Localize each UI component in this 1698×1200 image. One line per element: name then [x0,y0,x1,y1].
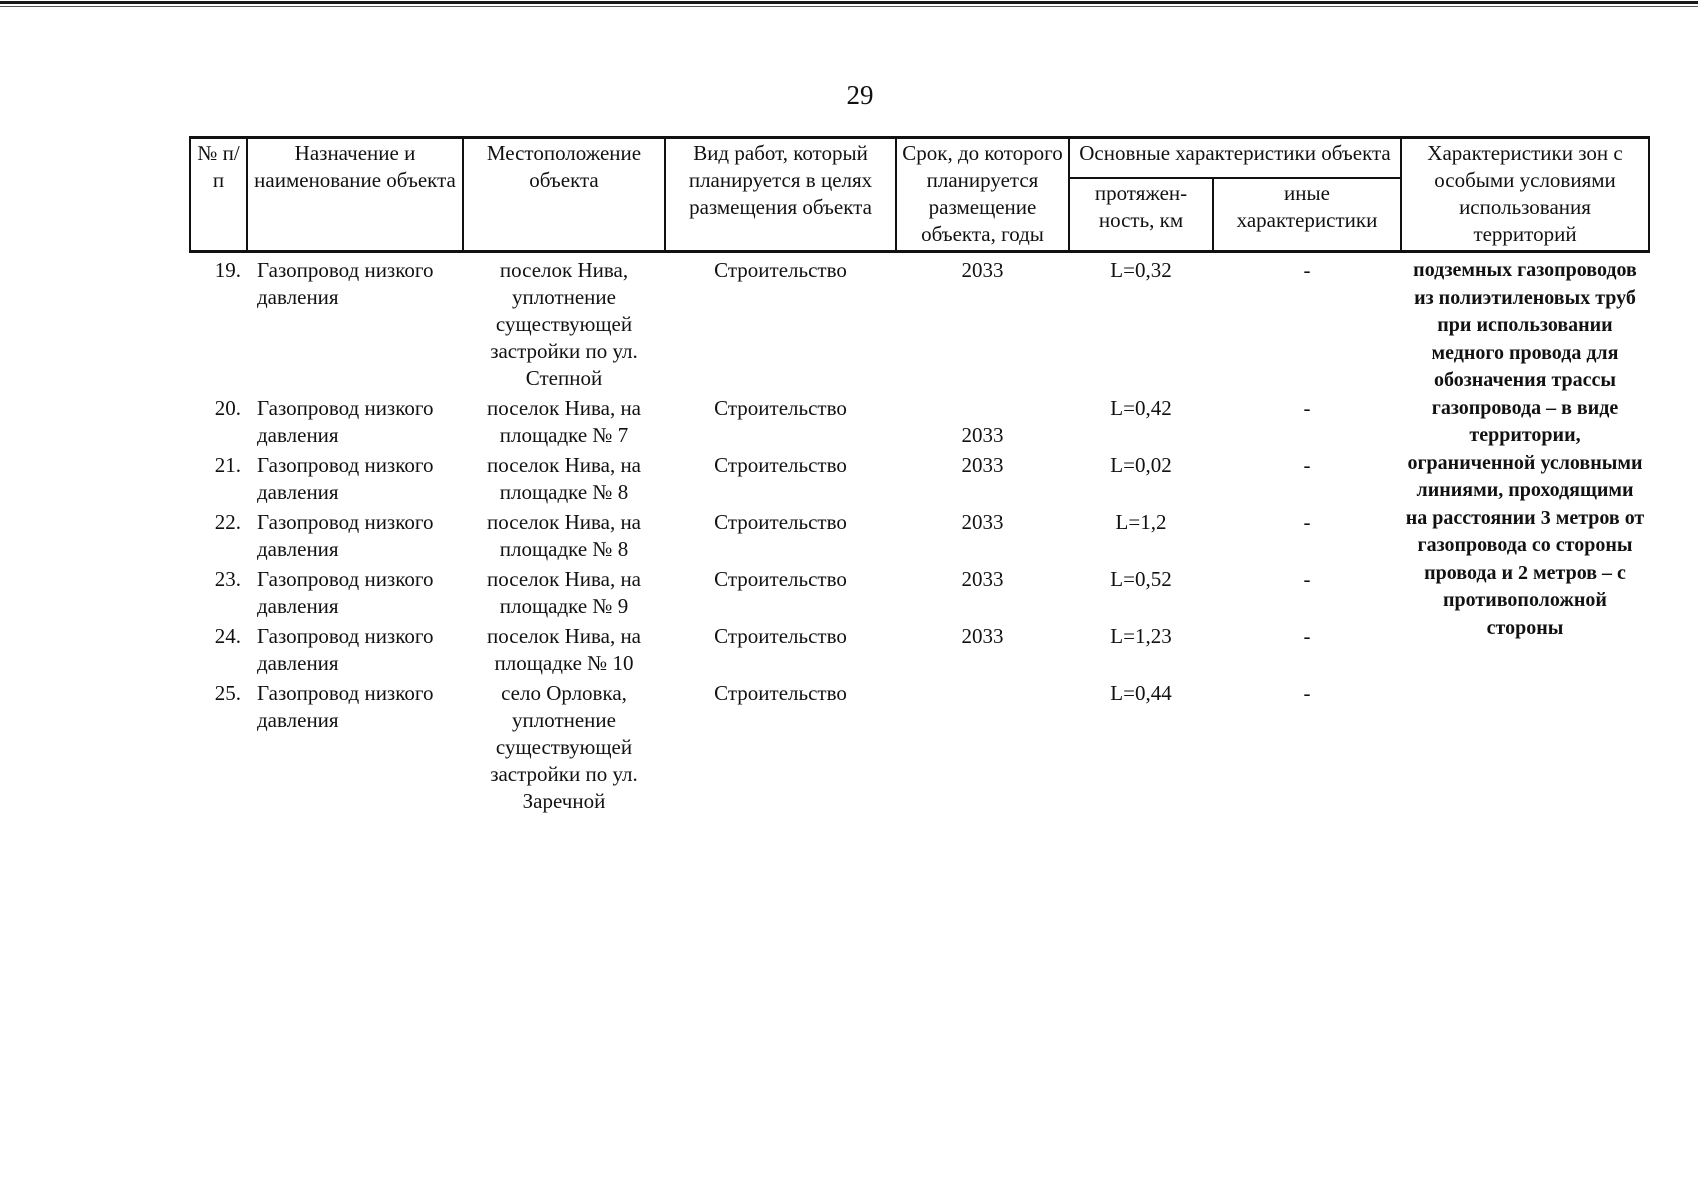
row-name: Газопровод низкого давления [257,624,434,675]
row-other: - [1303,510,1311,534]
header-num: № п/п [190,138,247,252]
row-num: 22. [214,510,241,534]
row-length: L=0,32 [1110,258,1172,282]
row-work: Строительство [714,681,847,705]
row-length: L=0,44 [1110,681,1172,705]
row-num: 20. [214,396,241,420]
row-other: - [1303,624,1311,648]
row-work: Строительство [714,510,847,534]
page-number: 29 [846,80,874,110]
row-location: поселок Нива, на площадке № 8 [486,510,641,561]
row-length: L=0,42 [1110,396,1172,420]
header-location: Местоположение объекта [463,138,665,252]
top-border-line [0,1,1698,4]
row-location: поселок Нива, на площадке № 7 [486,396,641,447]
row-other: - [1303,396,1311,420]
row-name: Газопровод низкого давления [257,453,434,504]
row-work: Строительство [714,567,847,591]
row-year [896,680,1069,818]
row-num: 21. [214,453,241,477]
header-name: Назначение и наименование объекта [247,138,463,252]
row-year: 2033 [961,567,1004,591]
row-year: 2033 [961,510,1004,534]
row-length: L=1,23 [1110,624,1172,648]
header-zones: Характеристики зон с особыми условиями использования территорий [1401,138,1649,252]
row-other: - [1303,258,1311,282]
row-work: Строительство [714,258,847,282]
row-num: 24. [214,624,241,648]
row-name: Газопровод низкого давления [257,396,434,447]
row-length: L=0,02 [1110,453,1172,477]
row-length: L=0,52 [1110,567,1172,591]
row-work: Строительство [714,624,847,648]
row-location: поселок Нива, на площадке № 8 [486,453,641,504]
row-location: поселок Нива, уплотнение существующей застройки по ул. Степной [490,258,638,390]
row-num: 19. [214,258,241,282]
row-length: L=1,2 [1115,510,1167,534]
row-other: - [1303,567,1311,591]
row-location: поселок Нива, на площадке № 9 [486,567,641,618]
row-location: село Орловка, уплотнение существующей застройки по ул. Заречной [490,681,638,813]
table-row [190,252,1649,396]
row-year: 2033 [961,624,1004,648]
row-work: Строительство [714,453,847,477]
header-length: протяжен-ность, км [1069,178,1213,252]
header-row [190,138,1649,178]
row-location: поселок Нива, на площадке № 10 [486,624,641,675]
objects-table [189,136,1650,818]
row-num: 23. [214,567,241,591]
row-name: Газопровод низкого давления [257,567,434,618]
row-name: Газопровод низкого давления [257,510,434,561]
row-year: 2033 [961,453,1004,477]
row-year: 2033 [961,258,1004,282]
top-border-line-thin [0,6,1698,7]
row-year: 2033 [961,423,1004,447]
row-other: - [1303,681,1311,705]
header-deadline: Срок, до которого планируется размещение объекта, годы [896,138,1069,252]
row-work: Строительство [714,396,847,420]
header-work-type: Вид работ, который планируется в целях размещения объекта [665,138,896,252]
row-name: Газопровод низкого давления [257,681,434,732]
zone-characteristics: подземных газопроводов из полиэтиленовых труб при использовании медного провода для обозначения трассы газопровода – в виде территории, ограниченной условными линиями, проходящими на расстоянии 3 метров от газопровода со стороны провода и 2 метров – с противоположной стороны [1405,259,1645,639]
row-num: 25. [214,681,241,705]
row-other: - [1303,453,1311,477]
row-name: Газопровод низкого давления [257,258,434,309]
header-main-characteristics: Основные характеристики объекта [1069,138,1401,178]
header-other: иные характеристики [1213,178,1401,252]
